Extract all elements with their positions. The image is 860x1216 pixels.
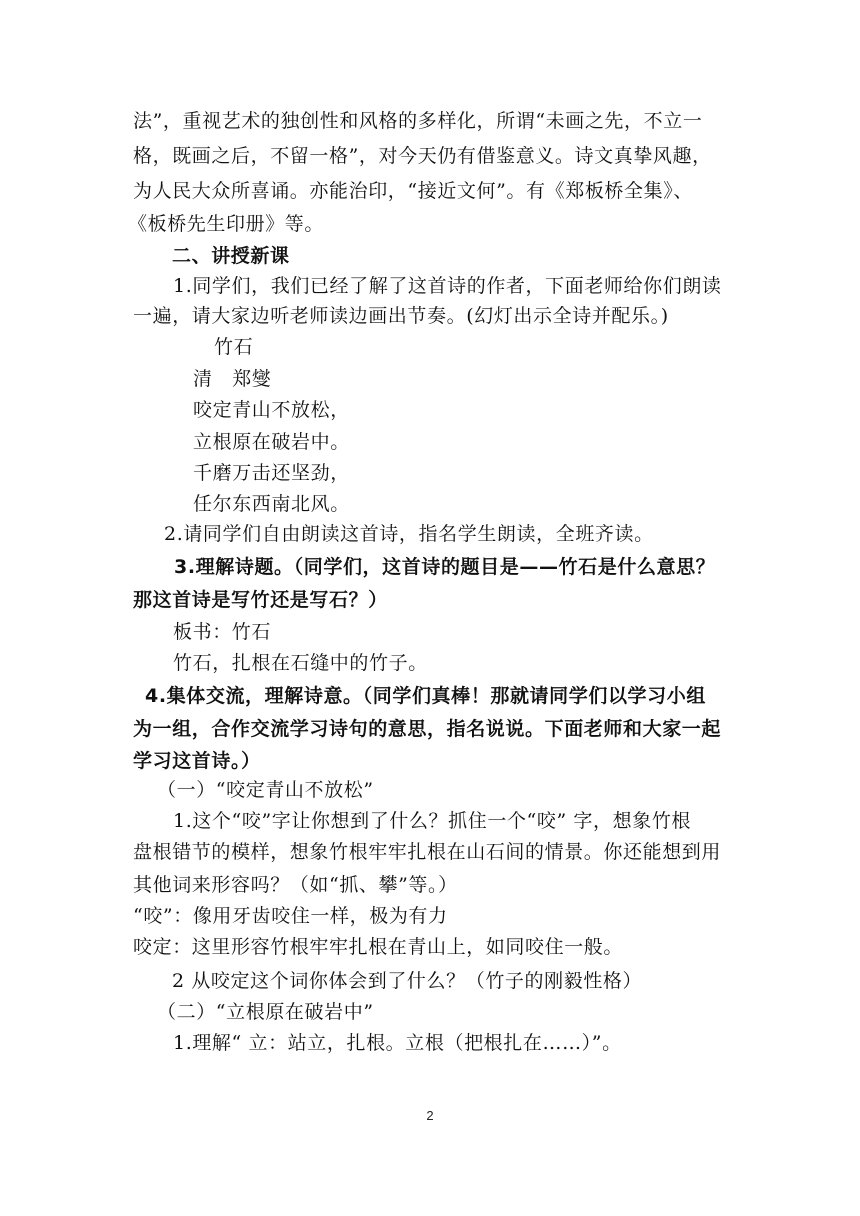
text-line-3: 为人民大众所喜诵。亦能治印，“接近文何”。有《郑板桥全集》、: [133, 180, 693, 202]
subsection-heading-1: （一）“咬定青山不放松”: [157, 779, 374, 801]
subsection-heading-2: （二）“立根原在破岩中”: [157, 1001, 374, 1023]
poem-line-3: 千磨万击还坚劲，: [193, 462, 350, 484]
text-line-6: 1.同学们，我们已经了解了这首诗的作者，下面老师给你们朗读: [173, 275, 722, 297]
text-line-26: “咬”：像用牙齿咬住一样，极为有力: [133, 905, 448, 927]
poem-title: 竹石: [214, 336, 254, 358]
text-line-17: 板书：竹石: [173, 621, 272, 643]
text-line-19: 4.集体交流，理解诗意。（同学们真棒！那就请同学们以学习小组: [145, 685, 706, 707]
text-line-30: 1.理解“ 立：站立，扎根。立根（把根扎在……）”。: [173, 1032, 622, 1054]
text-line-18: 竹石，扎根在石缝中的竹子。: [173, 652, 428, 674]
poem-author: 清 郑燮: [193, 368, 272, 390]
text-line-4: 《板桥先生印册》等。: [128, 213, 325, 235]
text-line-24: 盘根错节的模样，想象竹根牢牢扎根在山石间的情景。你还能想到用: [133, 841, 722, 863]
poem-line-1: 咬定青山不放松，: [193, 399, 350, 421]
text-line-7: 一遍，请大家边听老师读边画出节奏。(幻灯出示全诗并配乐。): [133, 305, 669, 327]
text-line-25: 其他词来形容吗？（如“抓、攀”等。）: [133, 874, 458, 896]
page-number: 2: [426, 1108, 434, 1123]
poem-line-2: 立根原在破岩中。: [193, 431, 350, 453]
poem-line-4: 任尔东西南北风。: [193, 493, 350, 515]
text-line-20: 为一组，合作交流学习诗句的意思，指名说说。下面老师和大家一起: [133, 718, 722, 740]
text-line-2: 格，既画之后，不留一格”，对今天仍有借鉴意义。诗文真挚风趣，: [133, 145, 712, 167]
text-line-16: 那这首诗是写竹还是写石？）: [133, 589, 388, 611]
text-line-14: 2.请同学们自由朗读这首诗，指名学生朗读，全班齐读。: [164, 523, 654, 545]
text-line-27: 咬定：这里形容竹根牢牢扎根在青山上，如同咬住一般。: [133, 936, 624, 958]
text-line-23: 1.这个“咬”字让你想到了什么？抓住一个“咬” 字，想象竹根: [173, 810, 692, 832]
section-heading: 二、讲授新课: [172, 245, 290, 267]
text-line-28: 2 从咬定这个词你体会到了什么？（竹子的刚毅性格）: [172, 970, 643, 992]
text-line-15: 3.理解诗题。（同学们，这首诗的题目是——竹石是什么意思？: [174, 556, 716, 578]
text-line-21: 学习这首诗。）: [133, 750, 261, 772]
text-line-1: 法”，重视艺术的独创性和风格的多样化，所谓“未画之先，不立一: [133, 110, 703, 132]
